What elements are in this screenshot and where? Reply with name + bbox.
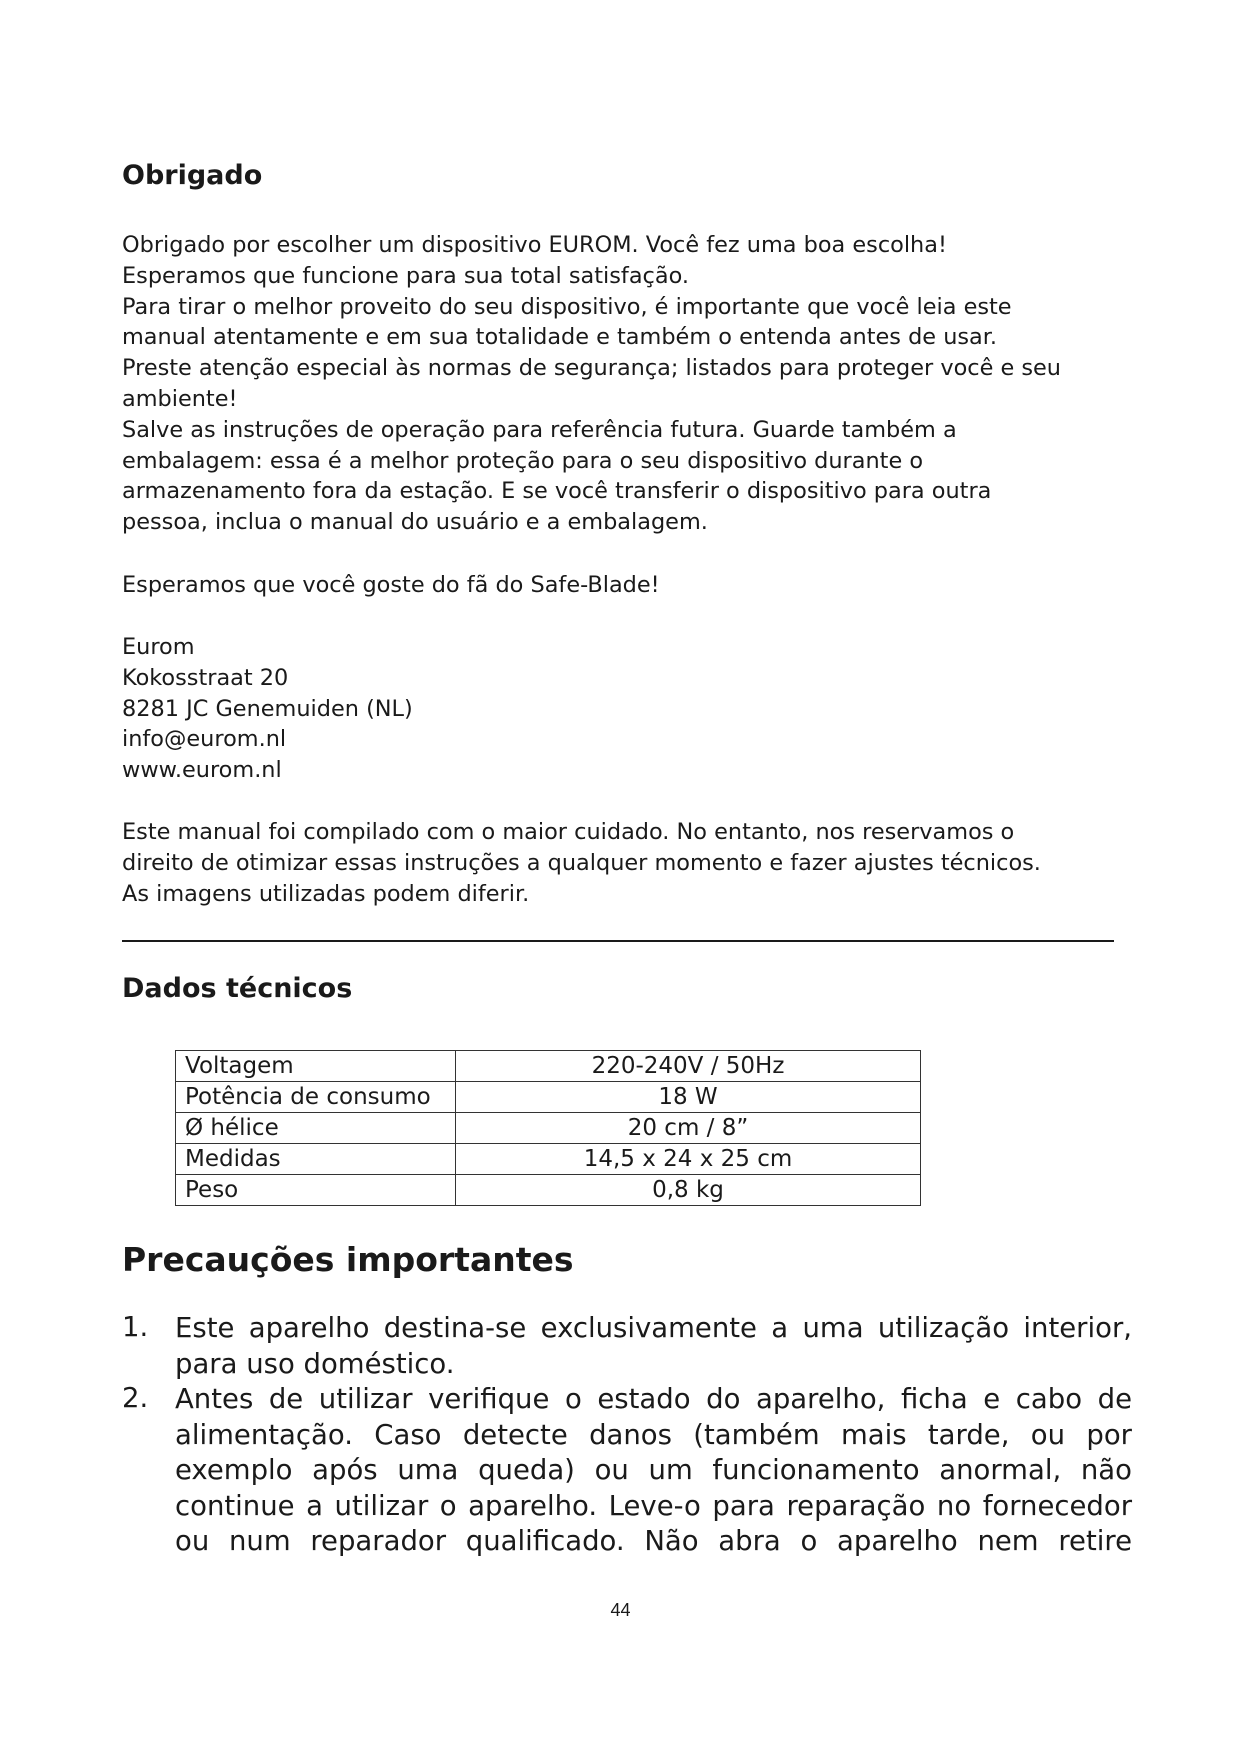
text-line: Esperamos que funcione para sua total satisfação.: [122, 262, 689, 289]
spec-label: Peso: [176, 1175, 456, 1206]
spec-value: 220-240V / 50Hz: [456, 1051, 921, 1082]
tech-data-heading: Dados técnicos: [122, 973, 353, 1004]
thanks-intro-paragraph: [122, 230, 1122, 538]
text-line: Este manual foi compilado com o maior cuidado. No entanto, nos reservamos o: [122, 819, 1015, 845]
table-row: [176, 1113, 921, 1144]
text-line: exemplo após uma queda) ou um funcionamento anormal, não: [175, 1454, 1132, 1486]
spec-label: Medidas: [176, 1144, 456, 1175]
text-line: continue a utilizar o aparelho. Leve-o para reparação no fornecedor: [175, 1489, 1132, 1522]
thanks-heading: Obrigado: [122, 160, 263, 191]
precautions-heading: Precauções importantes: [122, 1240, 574, 1279]
tech-specs-table: [175, 1050, 921, 1206]
text-line: Salve as instruções de operação para referência futura. Guarde também a: [122, 416, 957, 443]
street-address: Kokosstraat 20: [122, 664, 289, 691]
spec-value: 20 cm / 8”: [456, 1113, 921, 1144]
enjoy-paragraph: [122, 570, 1122, 601]
text-line: ambiente!: [122, 385, 238, 412]
spec-value: 18 W: [456, 1082, 921, 1113]
website-address: www.eurom.nl: [122, 757, 282, 784]
text-line: ou num reparador qualificado. Não abra o aparelho nem retire: [175, 1525, 1132, 1557]
section-divider: [122, 940, 1114, 942]
spec-label: Voltagem: [176, 1051, 456, 1082]
text-line: manual atentamente e em sua totalidade e também o entenda antes de usar.: [122, 324, 998, 351]
email-address: info@eurom.nl: [122, 726, 287, 753]
table-row: [176, 1144, 921, 1175]
spec-label: Potência de consumo: [176, 1082, 456, 1113]
text-line: Este aparelho destina-se exclusivamente a uma utilização interior,: [175, 1312, 1132, 1344]
postal-city: 8281 JC Genemuiden (NL): [122, 695, 413, 722]
item-number: 1.: [122, 1311, 149, 1343]
text-line: Esperamos que você goste do fã do Safe-Blade!: [122, 572, 660, 598]
text-line: armazenamento fora da estação. E se você transferir o dispositivo para outra: [122, 478, 992, 505]
company-name: Eurom: [122, 634, 195, 660]
text-line: Obrigado por escolher um dispositivo EUROM. Você fez uma boa escolha!: [122, 232, 947, 258]
text-line: As imagens utilizadas podem diferir.: [122, 880, 530, 907]
spec-value: 0,8 kg: [456, 1175, 921, 1206]
text-line: Preste atenção especial às normas de segurança; listados para proteger você e seu: [122, 355, 1061, 382]
text-line: embalagem: essa é a melhor proteção para o seu dispositivo durante o: [122, 447, 924, 474]
item-number: 2.: [122, 1382, 149, 1414]
company-address: [122, 632, 1122, 786]
text-line: direito de otimizar essas instruções a qualquer momento e fazer ajustes técnicos.: [122, 849, 1041, 876]
text-line: alimentação. Caso detecte danos (também mais tarde, ou por: [175, 1418, 1132, 1451]
spec-label: Ø hélice: [176, 1113, 456, 1144]
table-row: [176, 1175, 921, 1206]
text-line: Antes de utilizar verifique o estado do aparelho, ficha e cabo de: [175, 1383, 1132, 1415]
text-line: para uso doméstico.: [175, 1347, 455, 1380]
text-line: Para tirar o melhor proveito do seu dispositivo, é importante que você leia este: [122, 293, 1012, 320]
spec-value: 14,5 x 24 x 25 cm: [456, 1144, 921, 1175]
disclaimer-paragraph: [122, 817, 1122, 909]
table-row: [176, 1082, 921, 1113]
page-number: 44: [610, 1600, 631, 1620]
list-item: [122, 1382, 1132, 1560]
precautions-list: [122, 1311, 1132, 1560]
list-item: [122, 1311, 1132, 1382]
text-line: pessoa, inclua o manual do usuário e a embalagem.: [122, 509, 708, 536]
table-row: [176, 1051, 921, 1082]
